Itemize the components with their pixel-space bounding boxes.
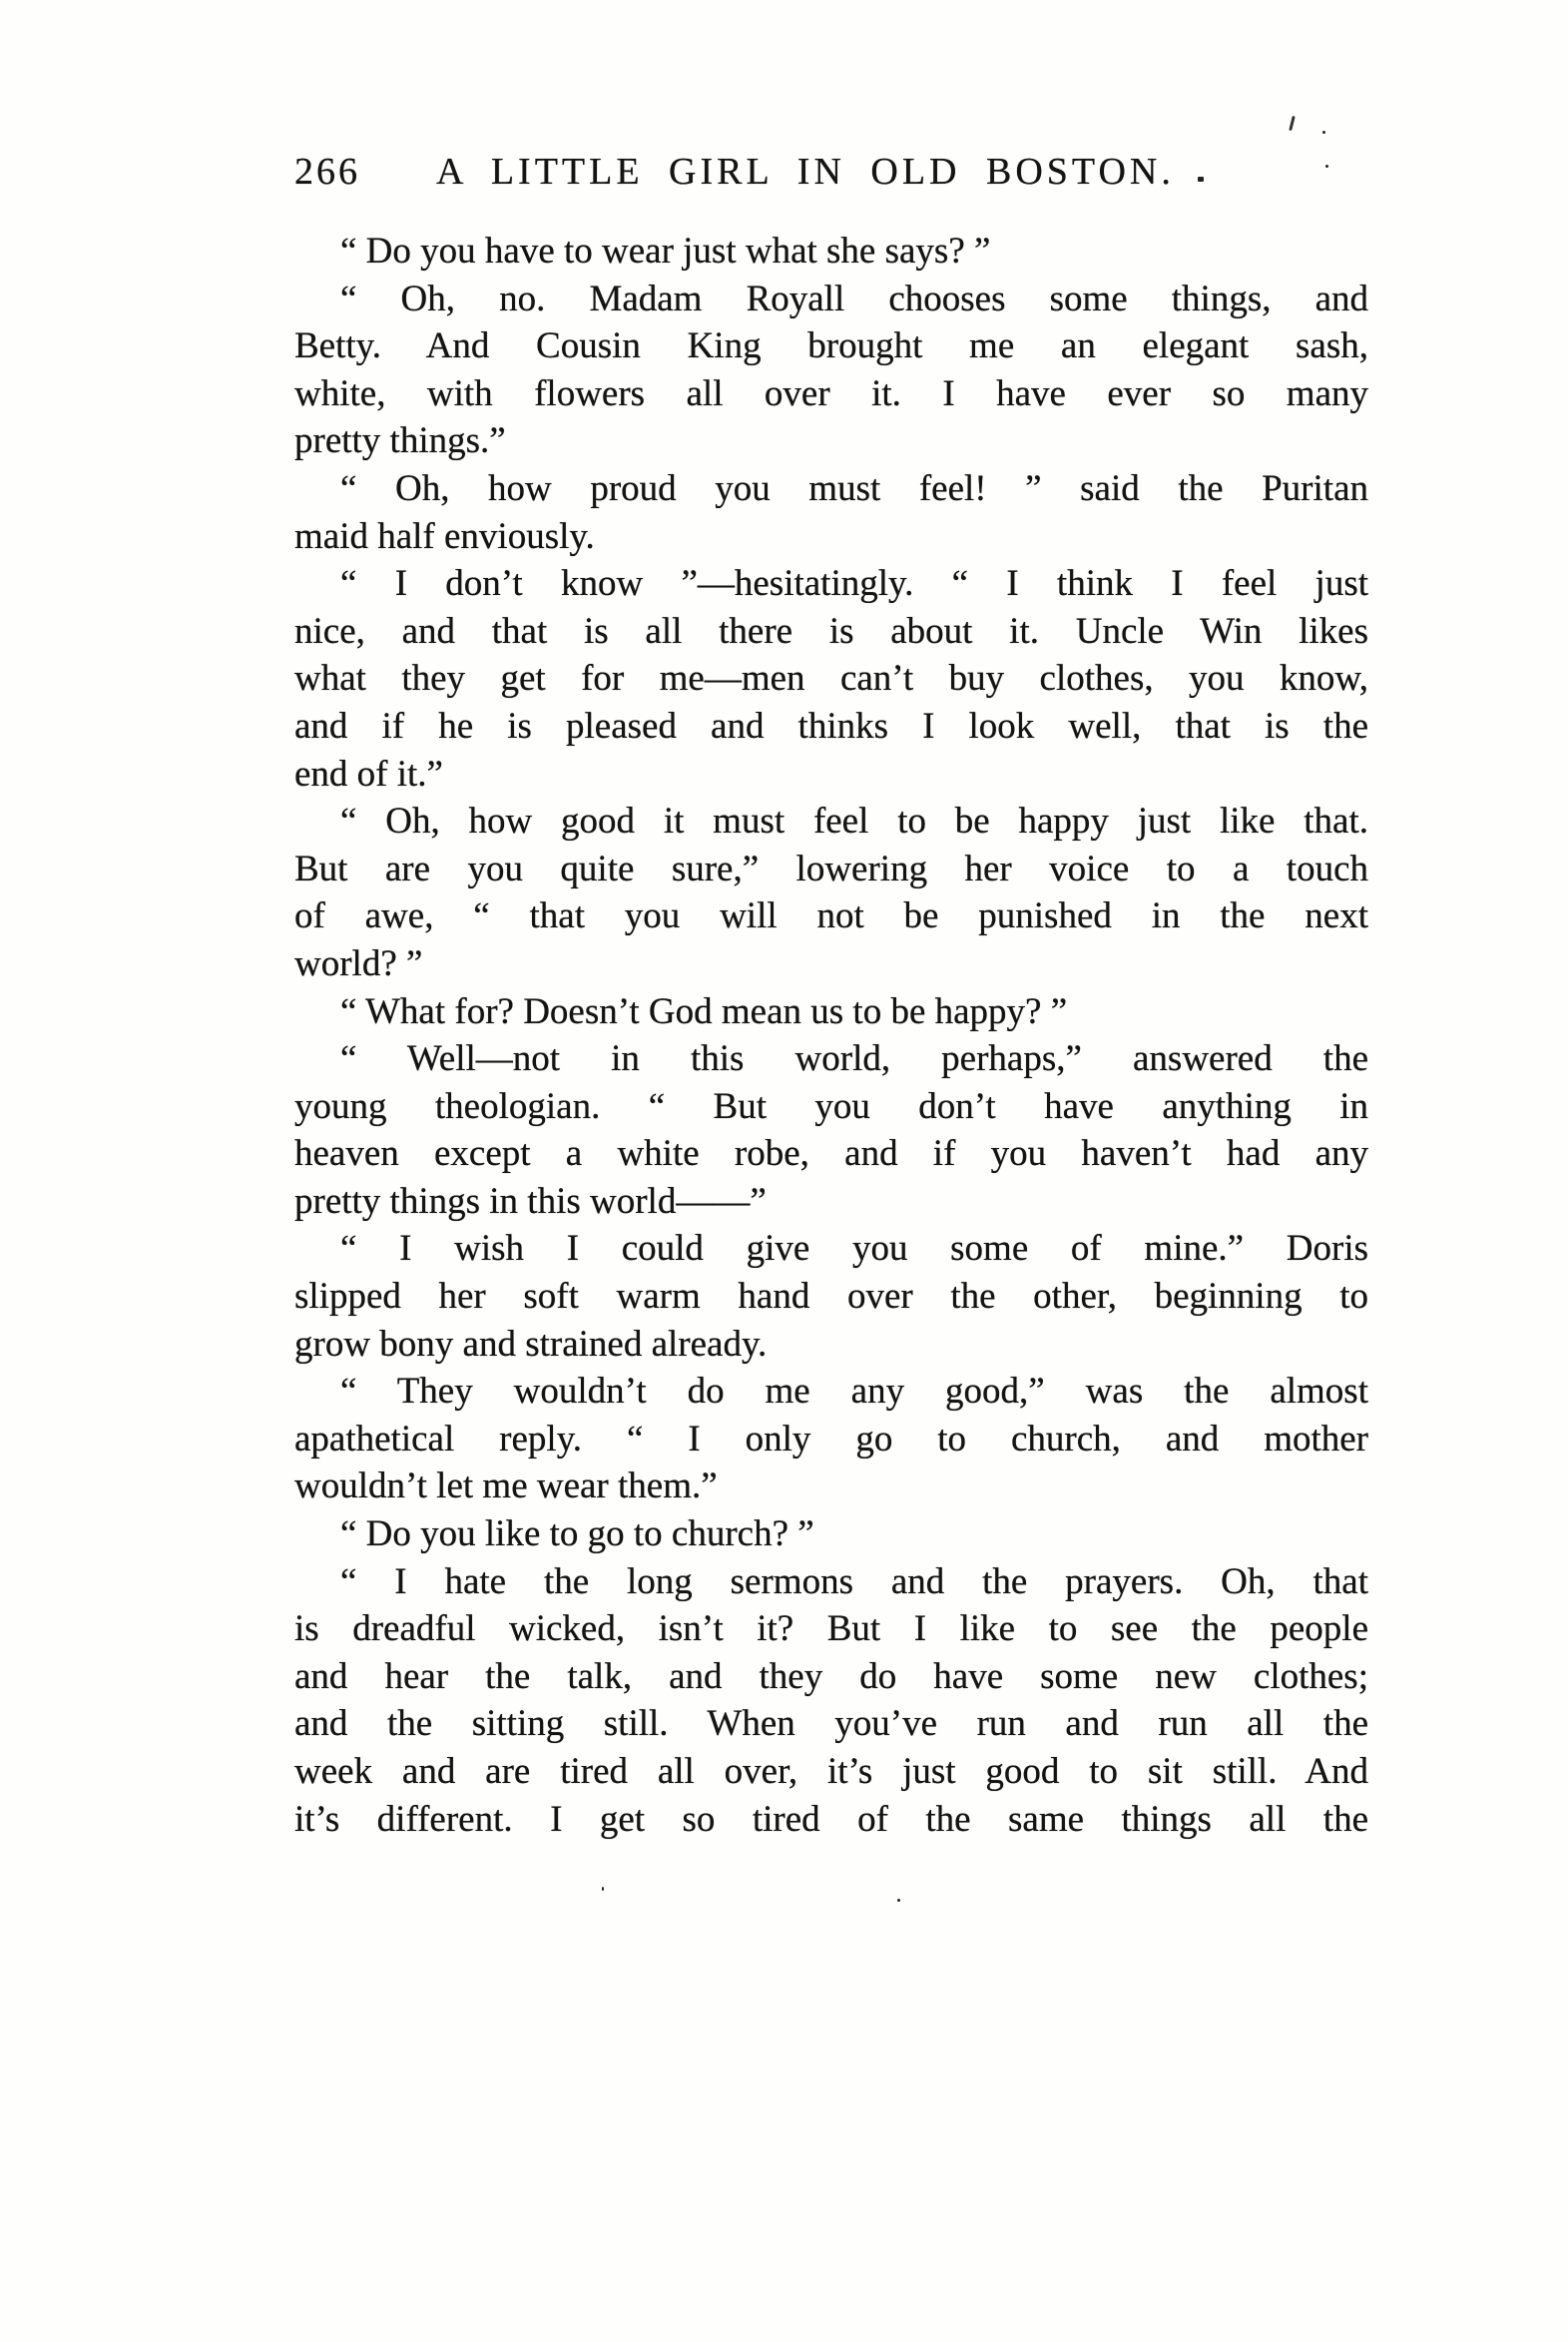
page-header (294, 150, 1372, 194)
paragraph (294, 560, 1368, 798)
text-line: “ What for? Doesn’t God mean us to be happy? ” (340, 990, 1068, 1032)
text-line: heaven except a white robe, and if you haven’t had any (294, 1133, 1368, 1175)
text-line: “ I wish I could give you some of mine.” Doris (340, 1228, 1368, 1270)
paragraph (294, 988, 1368, 1036)
text-line: “ Oh, how good it must feel to be happy just like that. (340, 801, 1368, 843)
text-line: pretty things.” (294, 420, 506, 462)
scan-speckle (1322, 131, 1325, 134)
paragraph (294, 1035, 1368, 1225)
text-line: maid half enviously. (294, 515, 595, 557)
text-line: pretty things in this world——” (294, 1180, 767, 1222)
paragraph (294, 1558, 1368, 1844)
scan-speckle (1198, 177, 1204, 182)
text-line: of awe, “ that you will not be punished in the next (294, 895, 1368, 937)
text-line: slipped her soft warm hand over the other, beginning to (294, 1276, 1368, 1318)
text-block (294, 228, 1368, 1843)
paragraph (294, 1225, 1368, 1368)
text-line: “ Oh, how proud you must feel! ” said the Puritan (340, 467, 1368, 509)
text-line: Betty. And Cousin King brought me an elegant sash, (294, 325, 1368, 367)
text-line: “ Well—not in this world, perhaps,” answered the (340, 1038, 1368, 1080)
text-line: nice, and that is all there is about it. Uncle Win likes (294, 610, 1368, 652)
text-line: “ I don’t know ”—hesitatingly. “ I think I feel just (340, 563, 1368, 605)
paragraph (294, 465, 1368, 560)
paragraph (294, 228, 1368, 276)
text-line: “ I hate the long sermons and the prayers. Oh, that (340, 1560, 1368, 1602)
text-line: is dreadful wicked, isn’t it? But I like to see the people (294, 1608, 1368, 1650)
text-line: “ Do you like to go to church? ” (340, 1513, 814, 1555)
paragraph (294, 1368, 1368, 1510)
text-line: apathetical reply. “ I only go to church, and mother (294, 1418, 1368, 1460)
scan-speckle (602, 1887, 604, 1891)
paragraph (294, 1510, 1368, 1558)
paragraph (294, 276, 1368, 465)
text-line: end of it.” (294, 753, 443, 795)
text-line: young theologian. “ But you don’t have anything in (294, 1085, 1368, 1127)
text-line: and if he is pleased and thinks I look well, that is the (294, 705, 1368, 747)
text-line: “ Oh, no. Madam Royall chooses some things, and (340, 278, 1368, 319)
text-line: “ They wouldn’t do me any good,” was the almost (340, 1371, 1368, 1413)
text-line: and hear the talk, and they do have some new clothes; (294, 1655, 1368, 1697)
text-line: and the sitting still. When you’ve run and run all the (294, 1703, 1368, 1745)
scan-speckle (897, 1899, 900, 1902)
text-line: “ Do you have to wear just what she says? ” (340, 231, 991, 272)
text-line: white, with flowers all over it. I have ever so many (294, 372, 1368, 414)
text-line: wouldn’t let me wear them.” (294, 1465, 718, 1507)
scan-speckle (1325, 165, 1328, 168)
paragraph (294, 798, 1368, 987)
text-line: world? ” (294, 942, 423, 984)
scan-speckle (1289, 116, 1296, 131)
text-line: week and are tired all over, it’s just good to sit still. And (294, 1751, 1368, 1792)
text-line: what they get for me—men can’t buy clothes, you know, (294, 658, 1368, 700)
page-number: 266 (294, 151, 360, 193)
text-line: But are you quite sure,” lowering her voice to a touch (294, 848, 1368, 889)
text-line: grow bony and strained already. (294, 1323, 768, 1365)
text-line: it’s different. I get so tired of the same things all the (294, 1798, 1368, 1840)
running-title: A LITTLE GIRL IN OLD BOSTON. (436, 151, 1175, 193)
